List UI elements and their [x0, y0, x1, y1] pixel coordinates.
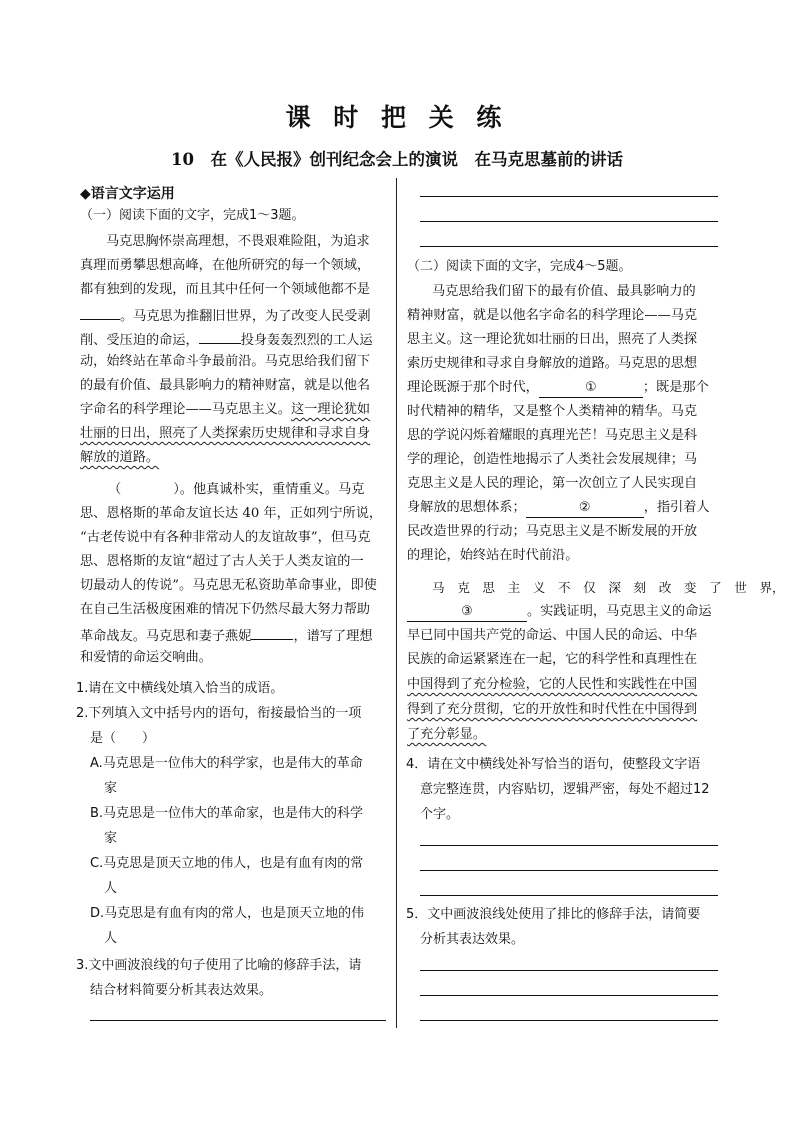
answer-line-q5[interactable]	[420, 1020, 718, 1021]
wavy-sentence: 了充分彰显。	[407, 727, 487, 742]
lesson-subtitle: 10 在《人民报》创刊纪念会上的演说 在马克思墓前的讲话	[171, 150, 623, 169]
question-2-cont: 是（ ）	[90, 731, 156, 746]
answer-line-q5[interactable]	[420, 970, 718, 971]
option-c-cont: 人	[104, 881, 118, 896]
passage2-line	[407, 701, 697, 719]
answer-line-q3[interactable]	[90, 1020, 386, 1021]
passage2-line	[407, 726, 486, 744]
passage2-line: 民改造世界的行动；马克思主义是不断发展的开放	[407, 524, 698, 539]
passage1-line: 字命名的科学理论——马克思主义。这一理论犹如	[80, 402, 371, 417]
idiom-blank-1[interactable]	[80, 305, 120, 320]
fill-blank-1[interactable]: ①	[539, 379, 643, 398]
option-d[interactable]: D.马克思是有血有肉的常人，也是顶天立地的伟	[90, 906, 365, 921]
question-5-cont: 分析其表达效果。	[420, 932, 525, 947]
passage2-line: 时代精神的精华，又是整个人类精神的精华。马克	[407, 404, 698, 419]
wavy-sentence: 得到了充分贯彻，它的开放性和时代性在中国得到	[407, 702, 698, 717]
passage2-line: 身解放的思想体系； ② ，指引着人	[407, 499, 710, 518]
fill-blank-2[interactable]: ②	[526, 499, 644, 518]
option-b[interactable]: B.马克思是一位伟大的革命家，也是伟大的科学	[90, 806, 364, 821]
passage2-line: ③ 。实践证明，马克思主义的命运	[407, 603, 712, 622]
part1-intro: （一）阅读下面的文字，完成1～3题。	[80, 208, 305, 223]
option-c[interactable]: C.马克思是顶天立地的伟人，也是有血有肉的常	[90, 856, 364, 871]
question-3-cont: 结合材料简要分析其表达效果。	[90, 983, 273, 998]
part2-intro: （二）阅读下面的文字，完成4～5题。	[407, 259, 632, 274]
passage1-line: 。马克思为推翻旧世界，为了改变人民受剥	[80, 305, 371, 326]
answer-line-q4[interactable]	[420, 845, 718, 846]
answer-line-q5[interactable]	[420, 995, 718, 996]
wavy-sentence: 中国得到了充分检验，它的人民性和实践性在中国	[407, 677, 698, 692]
passage2-line: 早已同中国共产党的命运、中国人民的命运、中华	[407, 628, 698, 643]
question-4: 4．请在文中横线处补写恰当的语句，使整段文字语	[406, 757, 701, 772]
idiom-blank-2[interactable]	[199, 329, 241, 344]
question-4-cont: 意完整连贯，内容贴切，逻辑严密，每处不超过12	[420, 782, 710, 797]
passage2-line: 理论既源于那个时代， ① ；既是那个	[407, 379, 709, 398]
passage2-line: 学的理论，创造性地揭示了人类社会发展规律；马	[407, 452, 698, 467]
option-b-cont: 家	[104, 831, 118, 846]
passage1-line: 思、恩格斯的友谊“超过了古人关于人类友谊的一	[80, 554, 364, 569]
passage2-line: 思主义。这一理论犹如壮丽的日出，照亮了人类探	[407, 332, 698, 347]
passage2-line: 的理论，始终站在时代前沿。	[407, 548, 579, 563]
wavy-sentence: 解放的道路。	[80, 450, 160, 465]
option-a-cont: 家	[104, 781, 118, 796]
passage1-line: 思、恩格斯的革命友谊长达 40 年，正如列宁所说，	[80, 506, 383, 521]
passage2-line: 民族的命运紧紧连在一起，它的科学性和真理性在	[407, 652, 698, 667]
question-3: 3.文中画波浪线的句子使用了比喻的修辞手法，请	[76, 958, 362, 973]
page-title: 课 时 把 关 练	[285, 103, 509, 132]
passage1-line: 的最有价值、最具影响力的精神财富，就是以他名	[80, 378, 371, 393]
passage2-line: 马 克 思 主 义 不 仅 深 刻 改 变 了 世 界，	[432, 580, 785, 595]
answer-line-q4[interactable]	[420, 895, 718, 896]
passage2-line: 精神财富，就是以他名字命名的科学理论——马克	[407, 308, 698, 323]
question-5: 5．文中画波浪线处使用了排比的修辞手法，请简要	[406, 907, 701, 922]
answer-line-q3-cont[interactable]	[420, 246, 718, 247]
passage1-line: 切最动人的传说”。马克思无私资助革命事业，即使	[80, 578, 377, 593]
passage1-line: 真理而勇攀思想高峰，在他所研究的每一个领域，	[80, 258, 371, 273]
passage2-line	[407, 676, 697, 694]
column-divider	[396, 178, 397, 1028]
passage2-line: 索历史规律和寻求自身解放的道路。马克思的思想	[407, 356, 698, 371]
answer-line-q3-cont[interactable]	[420, 196, 718, 197]
passage1-line	[80, 449, 159, 467]
wavy-sentence: 壮丽的日出，照亮了人类探索历史规律和寻求自身	[80, 426, 371, 441]
passage2-line: 马克思给我们留下的最有价值、最具影响力的	[432, 284, 696, 299]
section-heading: ◆语言文字运用	[80, 186, 175, 202]
passage1-line: 马克思胸怀崇高理想，不畏艰难险阻，为追求	[106, 234, 370, 249]
passage1-line: 动，始终站在革命斗争最前沿。马克思给我们留下	[80, 354, 371, 369]
answer-line-q3-cont[interactable]	[420, 221, 718, 222]
passage1-line: （ ）。他真诚朴实，重情重义。马克	[108, 482, 365, 497]
question-2: 2.下列填入文中括号内的语句，衔接最恰当的一项	[76, 706, 362, 721]
passage1-line	[80, 425, 370, 443]
question-4-cont: 个字。	[420, 807, 460, 822]
answer-line-q4[interactable]	[420, 870, 718, 871]
passage1-line: 和爱情的命运交响曲。	[80, 650, 212, 665]
idiom-blank-3[interactable]	[251, 625, 293, 640]
passage1-line: 革命战友。马克思和妻子燕妮 ，谱写了理想	[80, 625, 373, 646]
passage1-line: 都有独到的发现，而且其中任何一个领域他都不是	[80, 282, 371, 297]
fill-blank-3[interactable]: ③	[407, 603, 527, 622]
passage1-line: “古老传说中有各种非常动人的友谊故事”，但马克	[80, 530, 371, 545]
passage2-line: 克思主义是人民的理论，第一次创立了人民实现自	[407, 476, 698, 491]
passage2-line: 思的学说闪烁着耀眼的真理光芒！马克思主义是科	[407, 428, 698, 443]
passage1-line: 削、受压迫的命运， 投身轰轰烈烈的工人运	[80, 329, 373, 350]
wavy-sentence: 这一理论犹如	[291, 402, 371, 417]
option-d-cont: 人	[104, 931, 118, 946]
question-1: 1.请在文中横线处填入恰当的成语。	[76, 681, 284, 696]
passage1-line: 在自己生活极度困难的情况下仍然尽最大努力帮助	[80, 602, 371, 617]
option-a[interactable]: A.马克思是一位伟大的科学家，也是伟大的革命	[90, 756, 363, 771]
